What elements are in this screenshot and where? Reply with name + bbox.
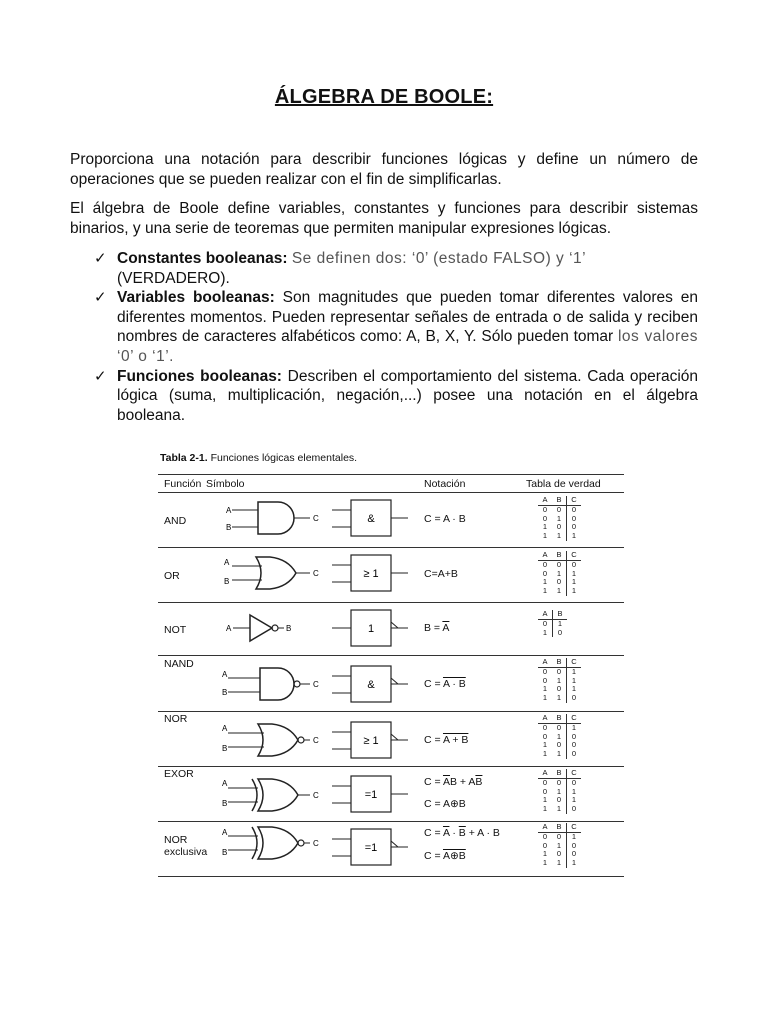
svg-text:B: B <box>222 848 228 857</box>
list-item <box>94 367 698 426</box>
svg-text:&: & <box>367 513 375 525</box>
svg-text:A: A <box>222 828 228 837</box>
not-gate-symbols <box>218 603 418 655</box>
truth-table: A B C 0 0 1 0 1 0 1 0 0 1 1 0 <box>538 714 581 759</box>
header-simbolo: Símbolo <box>206 478 245 490</box>
table-row-nand <box>158 656 624 711</box>
notation-alt: C = A⊕B <box>424 798 466 810</box>
table-row-and <box>158 493 624 547</box>
table-row-xnor <box>158 822 624 876</box>
not-gate-icon <box>250 615 272 641</box>
table-caption: Tabla 2-1. Funciones lógicas elementales. <box>160 452 358 464</box>
svg-text:≥ 1: ≥ 1 <box>363 735 379 747</box>
truth-table: A B 0 1 1 0 <box>538 610 567 637</box>
svg-text:C: C <box>313 839 319 848</box>
svg-text:B: B <box>222 744 228 753</box>
bullet-text: Describen el comportamiento del sistema. Cada operación lógica (suma, multiplicación, negación,...) posee una notación en el álgebra booleana. <box>117 367 699 424</box>
svg-text:≥ 1: ≥ 1 <box>363 568 379 580</box>
truth-table: A B C 0 0 0 0 1 0 1 0 0 1 1 1 <box>538 496 581 541</box>
nand-gate-symbols <box>218 656 418 711</box>
svg-text:1: 1 <box>367 623 375 635</box>
table-row-nor <box>158 712 624 766</box>
notation: $B = \overline{A}$ <box>424 622 450 634</box>
table-row-exor <box>158 767 624 821</box>
svg-text:C: C <box>313 514 319 523</box>
svg-text:C: C <box>313 791 319 800</box>
svg-text:A: A <box>226 624 232 633</box>
table-row-not <box>158 603 624 655</box>
page-title: ÁLGEBRA DE BOOLE: <box>274 86 494 108</box>
header-tabla-verdad: Tabla de verdad <box>526 478 601 490</box>
function-name: NOR exclusiva <box>164 834 208 858</box>
xnor-gate-icon <box>258 827 298 859</box>
xnor-gate-symbols <box>218 822 418 876</box>
svg-text:=1: =1 <box>364 842 378 854</box>
checkmark-icon: ✓ <box>94 250 107 267</box>
function-name: NOT <box>164 624 187 636</box>
bullet-term: Variables booleanas: <box>117 289 275 307</box>
bullet-text: Son magnitudes que pueden tomar diferentes valores en diferentes momentos. Pueden representar señales de entrada o de salida y reciben nombres de caracteres alfabéticos como: A, B, X, Y. Sólo pueden tomar <box>117 289 698 346</box>
function-name: EXOR <box>164 768 194 780</box>
and-gate-symbols <box>218 493 418 547</box>
svg-text:C: C <box>313 736 319 745</box>
or-gate-icon <box>256 557 296 589</box>
svg-text:A: A <box>222 670 228 679</box>
or-gate-symbols <box>218 548 418 602</box>
checkmark-icon: ✓ <box>94 289 107 307</box>
bullet-term: Funciones booleanas: <box>117 367 282 385</box>
and-gate-icon <box>258 502 294 534</box>
svg-text:C: C <box>313 680 319 689</box>
exor-gate-symbols <box>218 767 418 821</box>
bullet-text-cont: los valores ‘0’ o ‘1’. <box>117 328 698 365</box>
notation: C = A · B <box>424 513 466 525</box>
function-name: AND <box>164 515 187 527</box>
notation: C=A+B <box>424 568 458 580</box>
bullet-text-cont: (VERDADERO). <box>117 269 230 287</box>
function-name: NAND <box>164 658 194 670</box>
nand-gate-icon <box>260 668 294 700</box>
header-funcion: Función <box>164 478 202 490</box>
svg-text:B: B <box>286 624 292 633</box>
checkmark-icon: ✓ <box>94 367 107 385</box>
notation: C = A + B <box>424 734 469 746</box>
nor-gate-icon <box>258 724 298 756</box>
nor-gate-symbols <box>218 712 418 766</box>
header-notacion: Notación <box>424 478 466 490</box>
notation: $C = \overline{A}B + A\overline{B}$ <box>424 776 483 788</box>
svg-text:&: & <box>367 679 375 691</box>
svg-text:A: A <box>224 558 230 567</box>
notation-alt: C = A⊕B <box>424 850 466 862</box>
bullet-term: Constantes booleanas: <box>117 250 288 267</box>
table-row-or <box>158 548 624 602</box>
svg-text:A: A <box>222 779 228 788</box>
paragraph-definition: El álgebra de Boole define variables, constantes y funciones para describir sistemas binarios, y una serie de teoremas que permiten manipular expresiones lógicas. <box>70 200 698 237</box>
svg-text:=1: =1 <box>364 789 378 801</box>
notation: C = A · B <box>424 678 466 690</box>
svg-text:A: A <box>222 724 228 733</box>
svg-text:B: B <box>222 799 228 808</box>
notation: $C = \overline{A} \cdot \overline{B} + A \cdot B$ <box>424 827 500 839</box>
list-item <box>94 288 698 366</box>
bullet-text: Se definen dos: ‘0’ (estado FALSO) y ‘1’ <box>291 250 587 267</box>
svg-text:B: B <box>226 523 232 532</box>
paragraph-intro: Proporciona una notación para describir funciones lógicas y define un número de operaciones que se pueden realizar con el fin de simplificarlas. <box>70 151 698 188</box>
xor-gate-icon <box>258 779 298 811</box>
truth-table: A B C 0 0 0 0 1 1 1 0 1 1 1 0 <box>538 769 581 814</box>
divider <box>158 474 624 475</box>
list-item <box>94 249 698 288</box>
logic-functions-table <box>158 448 626 878</box>
svg-text:B: B <box>224 577 230 586</box>
truth-table: A B C 0 0 0 0 1 1 1 0 1 1 1 1 <box>538 551 581 596</box>
divider <box>158 876 624 877</box>
function-name: NOR <box>164 713 188 725</box>
svg-text:C: C <box>313 569 319 578</box>
truth-table: A B C 0 0 1 0 1 1 1 0 1 1 1 0 <box>538 658 581 703</box>
truth-table: A B C 0 0 1 0 1 0 1 0 0 1 1 1 <box>538 823 581 868</box>
svg-text:B: B <box>222 688 228 697</box>
svg-text:A: A <box>226 506 232 515</box>
bullet-list <box>94 249 698 425</box>
function-name: OR <box>164 570 180 582</box>
